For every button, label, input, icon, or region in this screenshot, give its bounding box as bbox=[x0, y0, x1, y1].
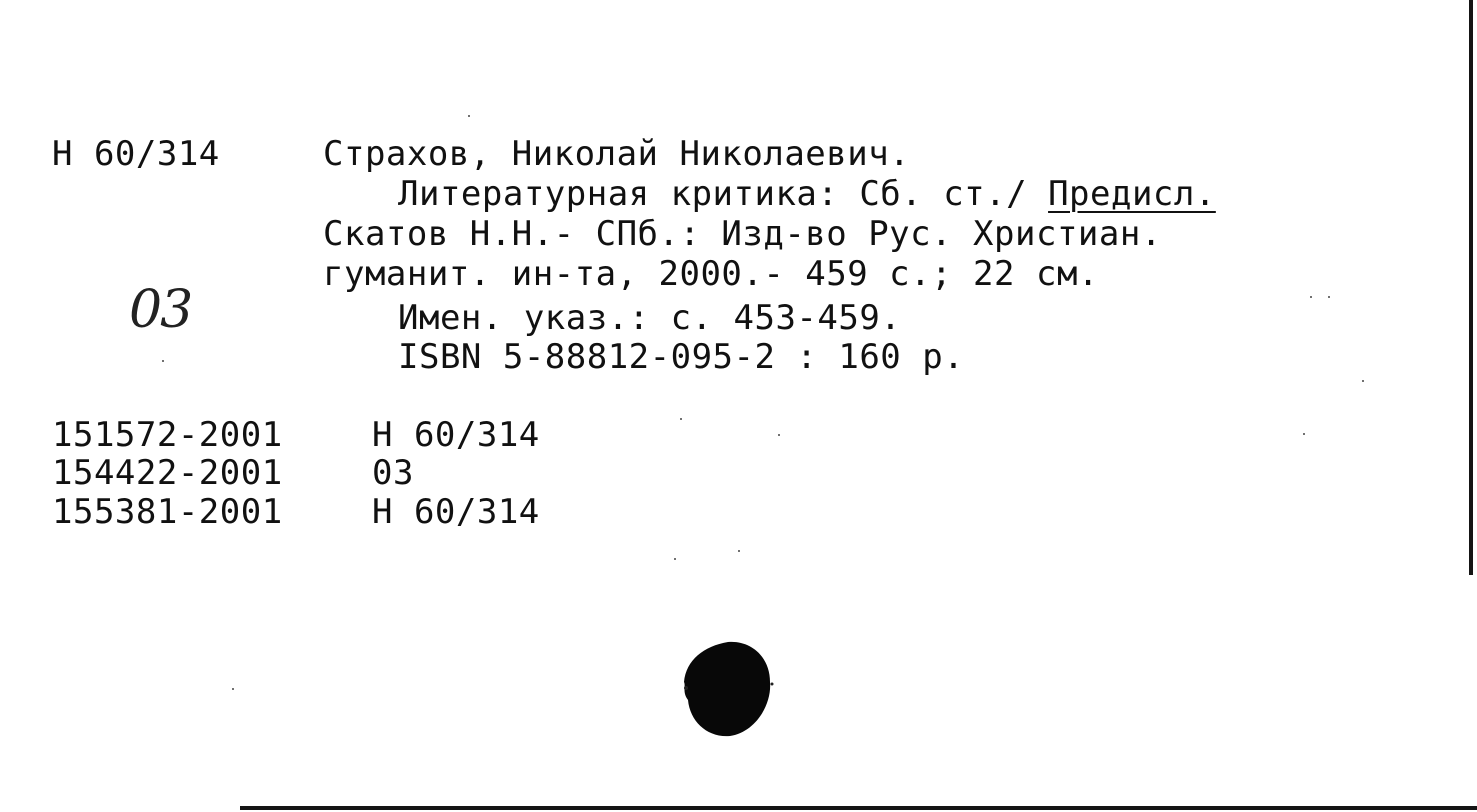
speck bbox=[468, 115, 470, 117]
inventory-location: Н 60/314 bbox=[372, 492, 540, 532]
speck bbox=[680, 418, 682, 420]
publication-line: Скатов Н.Н.- СПб.: Изд-во Рус. Христиан. bbox=[323, 214, 1162, 254]
isbn-line: ISBN 5-88812-095-2 : 160 р. bbox=[398, 337, 965, 377]
inventory-number: 151572-2001 bbox=[52, 415, 283, 455]
author-heading: Страхов, Николай Николаевич. bbox=[323, 134, 911, 174]
speck bbox=[674, 558, 676, 560]
speck bbox=[1310, 296, 1312, 298]
inventory-location: 03 bbox=[372, 453, 414, 493]
index-note: Имен. указ.: с. 453-459. bbox=[398, 298, 902, 338]
punch-hole-icon bbox=[680, 640, 780, 740]
shelf-mark: Н 60/314 bbox=[52, 134, 220, 174]
title-text: Литературная критика: Сб. ст./ bbox=[398, 174, 1049, 214]
publication-line-2: гуманит. ин-та, 2000.- 459 с.; 22 см. bbox=[323, 254, 1099, 294]
speck bbox=[232, 688, 234, 690]
preface-word: Предисл. bbox=[1048, 174, 1216, 214]
speck bbox=[1328, 296, 1330, 298]
speck bbox=[1303, 433, 1305, 435]
inventory-location: Н 60/314 bbox=[372, 415, 540, 455]
handwritten-mark: 03 bbox=[129, 280, 192, 340]
speck bbox=[738, 550, 740, 552]
card-right-border bbox=[1469, 0, 1473, 575]
card-bottom-border bbox=[240, 806, 1477, 810]
speck bbox=[1362, 380, 1364, 382]
speck bbox=[162, 360, 164, 362]
inventory-number: 154422-2001 bbox=[52, 453, 283, 493]
inventory-number: 155381-2001 bbox=[52, 492, 283, 532]
title-line bbox=[398, 174, 1216, 214]
speck bbox=[778, 434, 780, 436]
